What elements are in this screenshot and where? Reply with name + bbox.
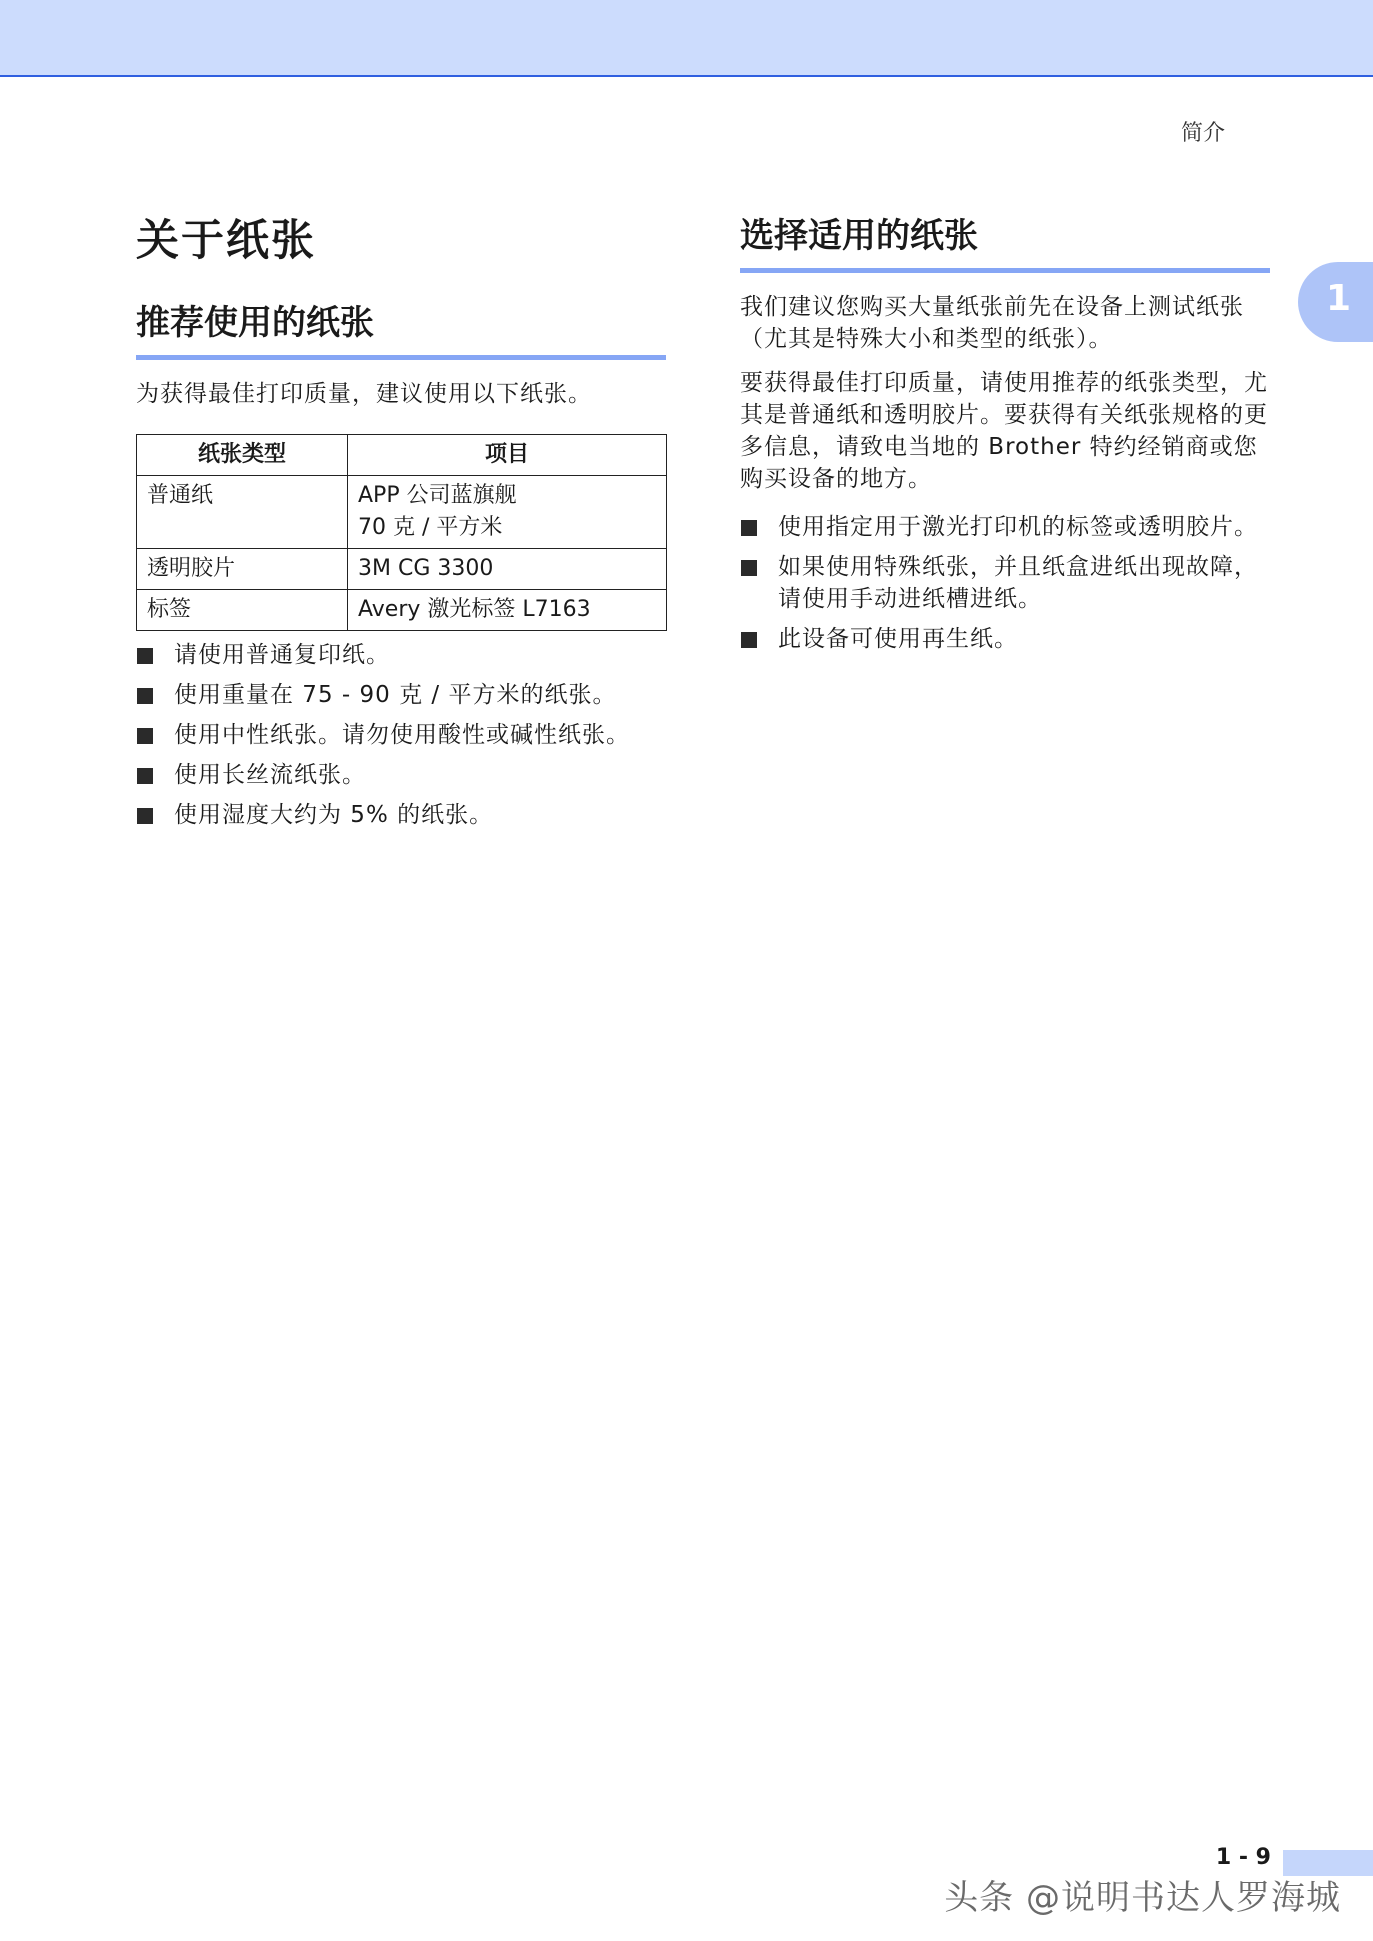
list-item-text: 如果使用特殊纸张，并且纸盒进纸出现故障，请使用手动进纸槽进纸。 — [778, 554, 1258, 612]
page-title: 关于纸张 — [136, 216, 316, 266]
left-bullet-list — [136, 639, 666, 831]
list-item-text: 使用长丝流纸张。 — [174, 762, 366, 788]
list-item-text: 请使用普通复印纸。 — [174, 642, 390, 668]
square-bullet-icon — [137, 808, 153, 824]
table-cell-line: 70 克 / 平方米 — [358, 515, 503, 540]
table-row — [137, 476, 667, 549]
list-item-text: 使用中性纸张。请勿使用酸性或碱性纸张。 — [174, 722, 630, 748]
list-item — [136, 719, 666, 751]
chapter-number: 1 — [1326, 278, 1352, 319]
table-header-type: 纸张类型 — [137, 435, 348, 476]
page-number: 1 - 9 — [1215, 1845, 1271, 1870]
list-item — [136, 759, 666, 791]
section-label: 简介 — [1180, 121, 1225, 146]
list-item — [740, 623, 1270, 655]
watermark: 头条 @说明书达人罗海城 — [944, 1878, 1341, 1918]
list-item — [136, 639, 666, 671]
table-cell-type: 普通纸 — [137, 476, 348, 549]
square-bullet-icon — [137, 688, 153, 704]
square-bullet-icon — [741, 632, 757, 648]
paragraph: 要获得最佳打印质量，请使用推荐的纸张类型，尤其是普通纸和透明胶片。要获得有关纸张规格的更多信息，请致电当地的 Brother 特约经销商或您购买设备的地方。 — [740, 370, 1268, 492]
list-item — [136, 799, 666, 831]
square-bullet-icon — [137, 728, 153, 744]
list-item-text: 使用湿度大约为 5% 的纸张。 — [174, 802, 494, 828]
square-bullet-icon — [137, 768, 153, 784]
table-header-row — [137, 435, 667, 476]
table-cell-line: 3M CG 3300 — [358, 556, 494, 581]
left-column — [136, 205, 666, 839]
table-cell-item — [348, 549, 667, 590]
table-header-item: 项目 — [348, 435, 667, 476]
square-bullet-icon — [741, 520, 757, 536]
section-title-choose: 选择适用的纸张 — [740, 210, 1270, 273]
list-item — [740, 511, 1270, 543]
paragraph: 我们建议您购买大量纸张前先在设备上测试纸张 （尤其是特殊大小和类型的纸张）。 — [740, 294, 1244, 352]
list-item-text: 使用指定用于激光打印机的标签或透明胶片。 — [778, 514, 1258, 540]
list-item — [740, 551, 1270, 615]
right-column — [740, 205, 1270, 663]
table-row — [137, 590, 667, 631]
table-cell-type: 标签 — [137, 590, 348, 631]
table-cell-type: 透明胶片 — [137, 549, 348, 590]
right-bullet-list — [740, 511, 1270, 655]
section-title-recommended: 推荐使用的纸张 — [136, 297, 666, 360]
chapter-tab — [1298, 262, 1373, 342]
table-cell-item — [348, 476, 667, 549]
table-cell-item — [348, 590, 667, 631]
table-cell-line: Avery 激光标签 L7163 — [358, 597, 591, 622]
list-item — [136, 679, 666, 711]
list-item-text: 此设备可使用再生纸。 — [778, 626, 1018, 652]
header-band — [0, 0, 1373, 77]
list-item-text: 使用重量在 75 - 90 克 / 平方米的纸张。 — [174, 682, 617, 708]
paper-table — [136, 434, 667, 631]
table-row — [137, 549, 667, 590]
intro-paragraph: 为获得最佳打印质量，建议使用以下纸张。 — [136, 381, 592, 407]
square-bullet-icon — [137, 648, 153, 664]
table-cell-line: APP 公司蓝旗舰 — [358, 483, 517, 508]
square-bullet-icon — [741, 560, 757, 576]
